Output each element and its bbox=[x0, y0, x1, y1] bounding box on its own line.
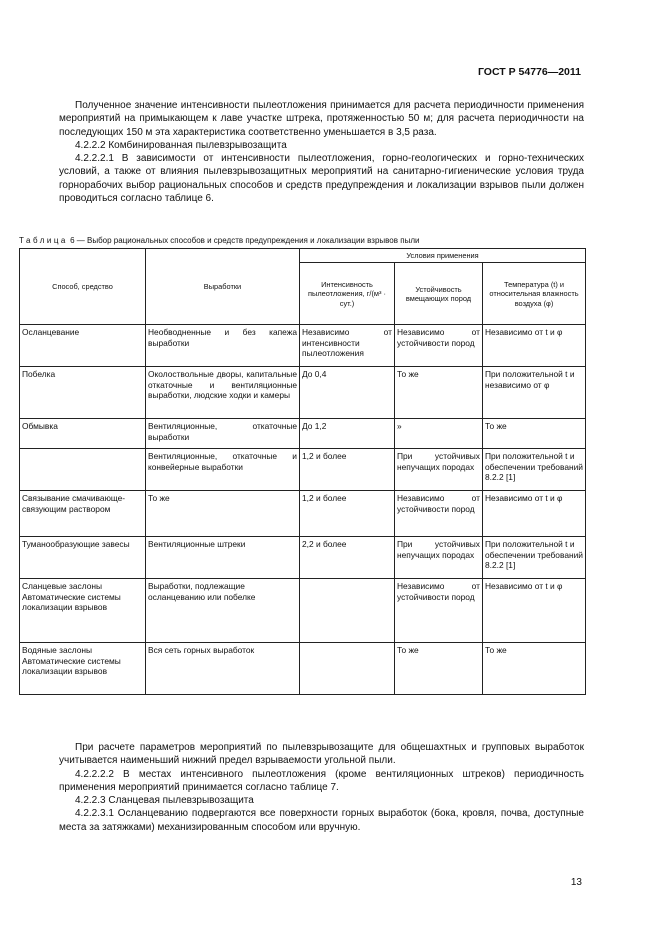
cell-stability: Независимо от устойчивости пород bbox=[395, 491, 483, 537]
cell-intensity: До 0,4 bbox=[300, 367, 395, 419]
cell-method: Туманообразующие завесы bbox=[20, 537, 146, 579]
document-code: ГОСТ Р 54776—2011 bbox=[477, 66, 581, 78]
table-row bbox=[20, 419, 586, 449]
section-heading: 4.2.2.2 Комбинированная пылевзрывозащита bbox=[75, 139, 287, 151]
paragraph: 4.2.2.2.1 В зависимости от интенсивности пылеотложения, горно-геологических и горно-технических условий, а также от влияния пылевзрывозащитных мероприятий на санитарно-гигиенические условия труда горнорабочих выбор рациональных способов и средств предупреждения и локализации взрывов пыли должен проводиться согласно таблице 6. bbox=[59, 153, 584, 205]
table-row bbox=[20, 491, 586, 537]
cell-workings: Околоствольные дворы, капитальные откаточные и вентиляционные выработки, людские ходки и камеры bbox=[146, 367, 300, 419]
cell-stability: При устойчивых непучащих породах bbox=[395, 449, 483, 491]
header-method: Способ, средство bbox=[20, 249, 146, 325]
table-row bbox=[20, 643, 586, 695]
intro-text bbox=[59, 99, 584, 205]
cell-method: Связывание смачивающе-связующим раствором bbox=[20, 491, 146, 537]
table-row bbox=[20, 325, 586, 367]
table-row bbox=[20, 367, 586, 419]
section-heading: 4.2.2.3 Сланцевая пылевзрывозащита bbox=[75, 795, 254, 807]
cell-method: Сланцевые заслоны Автоматические системы локализации взрывов bbox=[20, 579, 146, 643]
cell-stability: То же bbox=[395, 643, 483, 695]
cell-temperature: Независимо от t и φ bbox=[483, 579, 586, 643]
table-row bbox=[20, 537, 586, 579]
header-workings: Выработки bbox=[146, 249, 300, 325]
cell-temperature: При положительной t и независимо от φ bbox=[483, 367, 586, 419]
table-row bbox=[20, 449, 586, 491]
cell-temperature: При положительной t и обеспечении требований 8.2.2 [1] bbox=[483, 449, 586, 491]
table-caption bbox=[19, 236, 619, 245]
cell-temperature: При положительной t и обеспечении требований 8.2.2 [1] bbox=[483, 537, 586, 579]
header-conditions: Условия применения bbox=[300, 249, 586, 263]
closing-text bbox=[59, 741, 584, 834]
cell-method: Обмывка bbox=[20, 419, 146, 449]
cell-stability: То же bbox=[395, 367, 483, 419]
cell-temperature: Независимо от t и φ bbox=[483, 325, 586, 367]
cell-workings: Вся сеть горных выработок bbox=[146, 643, 300, 695]
cell-intensity bbox=[300, 643, 395, 695]
cell-method bbox=[20, 449, 146, 491]
cell-intensity: Независимо от интенсивности пылеотложения bbox=[300, 325, 395, 367]
paragraph: 4.2.2.3.1 Осланцеванию подвергаются все поверхности горных выработок (бока, кровля, почва, доступные места за затяжками) механизированным способом или вручную. bbox=[59, 808, 584, 833]
cell-intensity: 1,2 и более bbox=[300, 449, 395, 491]
cell-intensity bbox=[300, 579, 395, 643]
table-row bbox=[20, 579, 586, 643]
cell-workings: Вентиляционные, откаточные и конвейерные выработки bbox=[146, 449, 300, 491]
cell-method: Побелка bbox=[20, 367, 146, 419]
cell-workings: Выработки, подлежащие осланцеванию или побелке bbox=[146, 579, 300, 643]
paragraph: 4.2.2.2.2 В местах интенсивного пылеотложения (кроме вентиляционных штреков) периодичность применения мероприятий принимается согласно таблице 7. bbox=[59, 768, 584, 793]
cell-temperature: То же bbox=[483, 643, 586, 695]
cell-intensity: 2,2 и более bbox=[300, 537, 395, 579]
page-number: 13 bbox=[570, 877, 582, 888]
cell-method: Осланцевание bbox=[20, 325, 146, 367]
cell-workings: Необводненные и без капежа выработки bbox=[146, 325, 300, 367]
paragraph: При расчете параметров мероприятий по пылевзрывозащите для общешахтных и групповых выработок учитывается наименьший нижний предел взрываемости угольной пыли. bbox=[59, 742, 584, 767]
cell-stability: » bbox=[395, 419, 483, 449]
cell-workings: То же bbox=[146, 491, 300, 537]
header-intensity: Интенсивность пылеотложения, г/(м³ · сут.) bbox=[300, 263, 395, 325]
cell-intensity: До 1,2 bbox=[300, 419, 395, 449]
header-stability: Устойчивость вмещающих пород bbox=[395, 263, 483, 325]
cell-intensity: 1,2 и более bbox=[300, 491, 395, 537]
cell-stability: Независимо от устойчивости пород bbox=[395, 579, 483, 643]
methods-table bbox=[19, 248, 586, 695]
cell-temperature: То же bbox=[483, 419, 586, 449]
cell-method: Водяные заслоны Автоматические системы локализации взрывов bbox=[20, 643, 146, 695]
table-caption-text: 6 — Выбор рациональных способов и средств предупреждения и локализации взрывов пыли bbox=[70, 236, 420, 245]
cell-workings: Вентиляционные, откаточные выработки bbox=[146, 419, 300, 449]
table-header-row bbox=[20, 249, 586, 263]
header-temperature: Температура (t) и относительная влажность воздуха (φ) bbox=[483, 263, 586, 325]
cell-temperature: Независимо от t и φ bbox=[483, 491, 586, 537]
paragraph: Полученное значение интенсивности пылеотложения принимается для расчета периодичности применения мероприятий на примыкающем к лаве участке штрека, протяженностью 50 м; для расчета периодичности на последующих 150 м эта характеристика соответственно уменьшается в 3,5 раза. bbox=[59, 100, 584, 138]
cell-stability: При устойчивых непучащих породах bbox=[395, 537, 483, 579]
cell-stability: Независимо от устойчивости пород bbox=[395, 325, 483, 367]
cell-workings: Вентиляционные штреки bbox=[146, 537, 300, 579]
table-caption-label: Таблица bbox=[19, 236, 68, 245]
